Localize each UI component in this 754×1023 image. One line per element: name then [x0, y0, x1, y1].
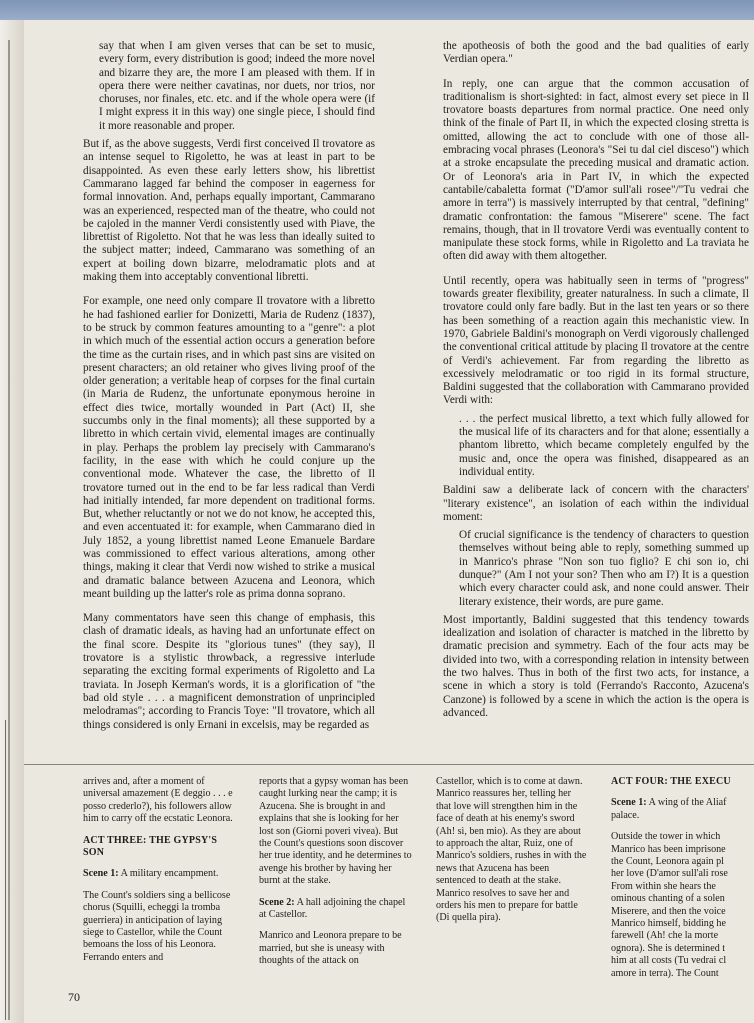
essay-paragraph: Many commentators have seen this change of emphasis, this clash of dramatic ideals, as having had an unfortunate effect on the final score. Despite its "glorious tunes" (they say), Il trovatore is a stylistic throwback, a regressive interlude separating the exciting formal experiments of Rigoletto and La traviata. In Joseph Kerman's words, it is a glorification of "the bad old style . . . a magnificent demonstration of unprincipled melodramas"; according to Francis Toye: "Il trovatore, which all things considered is only Ernani in excelsis, may be regarded as — [83, 612, 375, 731]
synopsis-line: her love (D'amor sull'ali rose — [611, 868, 728, 880]
essay-paragraph: Baldini saw a deliberate lack of concern with the characters' "literary existence", an isolation of each within the individual moment: — [443, 484, 749, 523]
essay-paragraph: But if, as the above suggests, Verdi first conceived Il trovatore as an intense sequel to Rigoletto, he was at least in part to be disappointed. As even these early letters show, his librettist Cammarano lagged far behind the composer in eagerness for formal innovation. And, perhaps equally important, Cammarano was an experienced, respected man of the theatre, who could not be cajoled in the manner Verdi consistently used with Piave, the librettist of Rigoletto. Not that he was less than ideally suited to the subject matter; indeed, Cammarano was something of an expert at boiling down bizarre, melodramatic plots and at making them into acceptably conventional libretti. — [83, 138, 375, 284]
synopsis-column-3 — [436, 776, 588, 934]
spine-gutter-line — [8, 40, 10, 1020]
synopsis-paragraph: reports that a gypsy woman has been caught lurking near the camp; it is Azucena. She is brought in and explains that she is looking for her lost son (Giorni poveri vivea). But the Count's questions soon discover her true identity, and he determines to avenge his brother by having her burnt at the stake. — [259, 776, 412, 887]
scene-line — [611, 797, 754, 822]
essay-paragraph: In reply, one can argue that the common accusation of traditionalism is short-sighted: in fact, almost every set piece in Il trovatore boasts departures from normal practice. One need only think of the finale of Part II, in which the expected closing stretta is omitted, allowing the act to conclude with one of those all-embracing vocal phrases (Leonora's "Sei tu dal ciel disceso") which at a stroke encapsulate the preceding musical and dramatic action. Or of Leonora's aria in Part IV, in which the expected cantabile/cabaletta format ("D'amor sull'ali rosee"/"Tu vedrai che amore in terra") is massively interrupted by that central, "defining" dramatic confrontation: the famous "Miserere" scene. The fact remains, though, that in Il trovatore Verdi was eventually content to manipulate these stock forms, while in Rigoletto and La traviata he often did away with them altogether. — [443, 77, 749, 263]
synopsis-column-2 — [259, 776, 412, 977]
scene-label: Scene 1: — [611, 797, 647, 809]
essay-left-column — [83, 40, 375, 743]
synopsis-line: amore in terra). The Count — [611, 967, 719, 979]
scene-text: A military encampment. — [120, 868, 219, 880]
synopsis-line: Miserere, and then the voice — [611, 905, 726, 917]
synopsis-line: Manrico himself, bidding he — [611, 918, 726, 930]
essay-paragraph: Most importantly, Baldini suggested that this tendency towards idealization and isolation of character is matched in the libretto by dramatic precision and symmetry. Each of the four acts may be divided into two, with a corresponding relation in intensity between the two halves. Thus in both of the first two acts, for instance, a scene in which a story is told (Ferrando's Racconto, Azucena's Canzone) is followed by a scene in which the action is the opera is advanced. — [443, 613, 749, 719]
synopsis-column-4 — [611, 776, 754, 980]
essay-paragraph: the apotheosis of both the good and the bad qualities of early Verdian opera." — [443, 40, 749, 66]
page-number: 70 — [68, 990, 80, 1004]
synopsis-paragraph: The Count's soldiers sing a bellicose chorus (Squilli, echeggi la tromba guerriera) in anticipation of laying siege to Castellor, while the Count bemoans the loss of his Leonora. Ferrando enters and — [83, 889, 231, 963]
scene-line — [83, 868, 233, 880]
baldini-quote: Of crucial significance is the tendency of characters to question themselves without being able to reply, something summed up in Manrico's phrase "Non son tuo figlio? E chi son io, chi dunque?" (Am I not your son? Then who am I?) It is a question which every character could ask, and none could answer. Their literary existence, their words, are pure game. — [459, 529, 749, 608]
synopsis-line: From within she hears the — [611, 880, 716, 892]
synopsis-lines — [611, 831, 754, 980]
synopsis-column-1 — [83, 776, 233, 973]
synopsis-line: Manrico has been imprisone — [611, 843, 726, 855]
essay-paragraph: Until recently, opera was habitually seen in terms of "progress" towards greater flexibility, greater naturalness. In such a climate, Il trovatore could only fare badly. But in the last ten years or so there has been something of a reaction again this mechanistic view. In 1970, Gabriele Baldini's monograph on Verdi vigorously challenged the conventional critical attitude by placing Il trovatore at the centre of Verdi's achievement. Far from regarding the libretto as excessively melodramatic or too rigid in its formal structure, Baldini suggested that the collaboration with Cammarano provided Verdi with: — [443, 274, 749, 407]
essay-paragraph: For example, one need only compare Il trovatore with a libretto he had fashioned earlier for Donizetti, Maria de Rudenz (1837), to be struck by common features amounting to a "genre": a plot in which much of the essential action occurs a generation before the time as the curtain rises, and in which past sins are visited on present characters; an old retainer who gives living proof of the older generation; a veritable heap of corpses for the final curtain (in Maria de Rudenz, the unfortunate eponymous heroine in effect dies twice, mortally wounded in Part (Act) II, she succumbs only in the final moments); all these supported by a libretto in which certain vivid, elemental images are continually in play. Perhaps the problem lay precisely with Cammarano's facility, in the ease with which he could conjure up the conventional mode. Whatever the case, the libretto of Il trovatore turned out in the end to be far less radical than Verdi had initially intended, far more dependent on traditional forms. But, whether reluctantly or not we do not know, he accepted this, and even accentuated it: for example, when Cammarano died in July 1852, a young librettist named Leone Emanuele Bardare was commissioned to effect various alterations, among other things, making it clear that Verdi now wished to strike a musical and dramatic balance between Azucena and Leonora, which meant building up the latter's role as prima donna soprano. — [83, 295, 375, 600]
scene-line — [259, 897, 412, 922]
synopsis-line: ognora). She is determined t — [611, 942, 726, 954]
synopsis-paragraph: Manrico and Leonora prepare to be married, but she is uneasy with thoughts of the attack on — [259, 930, 402, 967]
synopsis-paragraph: Castellor, which is to come at dawn. Manrico reassures her, telling her that love will strengthen him in the face of death at his enemy's sword (Ah! sì, ben mio). As they are about to approach the altar, Ruiz, one of Manrico's soldiers, rushes in with the news that Azucena has been sentenced to death at the stake. Manrico resolves to save her and orders his men to prepare for battle (Di quella pira). — [436, 776, 587, 924]
synopsis-line: him at all costs (Tu vedrai cl — [611, 955, 727, 967]
synopsis-line: ominous chanting of a solen — [611, 893, 725, 905]
baldini-quote: . . . the perfect musical libretto, a text which fully allowed for the musical life of its characters and for that alone; essentially a phantom libretto, which became completely engulfed by the music and, once the opera was finished, disappeared as an individual entity. — [459, 412, 749, 478]
spine-gutter-line-lower — [5, 720, 6, 1020]
synopsis-line: farewell (Ah! che la morte — [611, 930, 719, 942]
scene-text: A hall adjoining the chapel at Castellor. — [259, 896, 406, 921]
act-heading: ACT FOUR: THE EXECU — [611, 776, 731, 787]
synopsis-line: the Count, Leonora again pl — [611, 856, 724, 868]
synopsis-line: Outside the tower in which — [611, 831, 721, 843]
scene-label: Scene 2: — [259, 896, 295, 908]
synopsis-paragraph: arrives and, after a moment of universal amazement (E deggio . . . e posso crederlo?), his followers allow him to carry off the ecstatic Leonora. — [83, 776, 233, 825]
scene-text: A wing of the Aliaf palace. — [611, 797, 727, 821]
verdi-quote: say that when I am given verses that can be set to music, every form, every distribution is good; indeed the more novel and bizarre they are, the more I am pleased with them. If in opera there were neither cavatinas, nor duets, nor trios, nor choruses, nor finales, etc. etc. and if the whole opera were (if I might express it in this way) one single piece, I should find it more reasonable and proper. — [99, 40, 375, 132]
scene-label: Scene 1: — [83, 868, 119, 880]
act-heading: ACT THREE: THE GYPSY'S SON — [83, 834, 218, 859]
section-divider — [24, 764, 754, 765]
essay-right-column — [443, 40, 749, 731]
book-spine — [0, 20, 24, 1023]
